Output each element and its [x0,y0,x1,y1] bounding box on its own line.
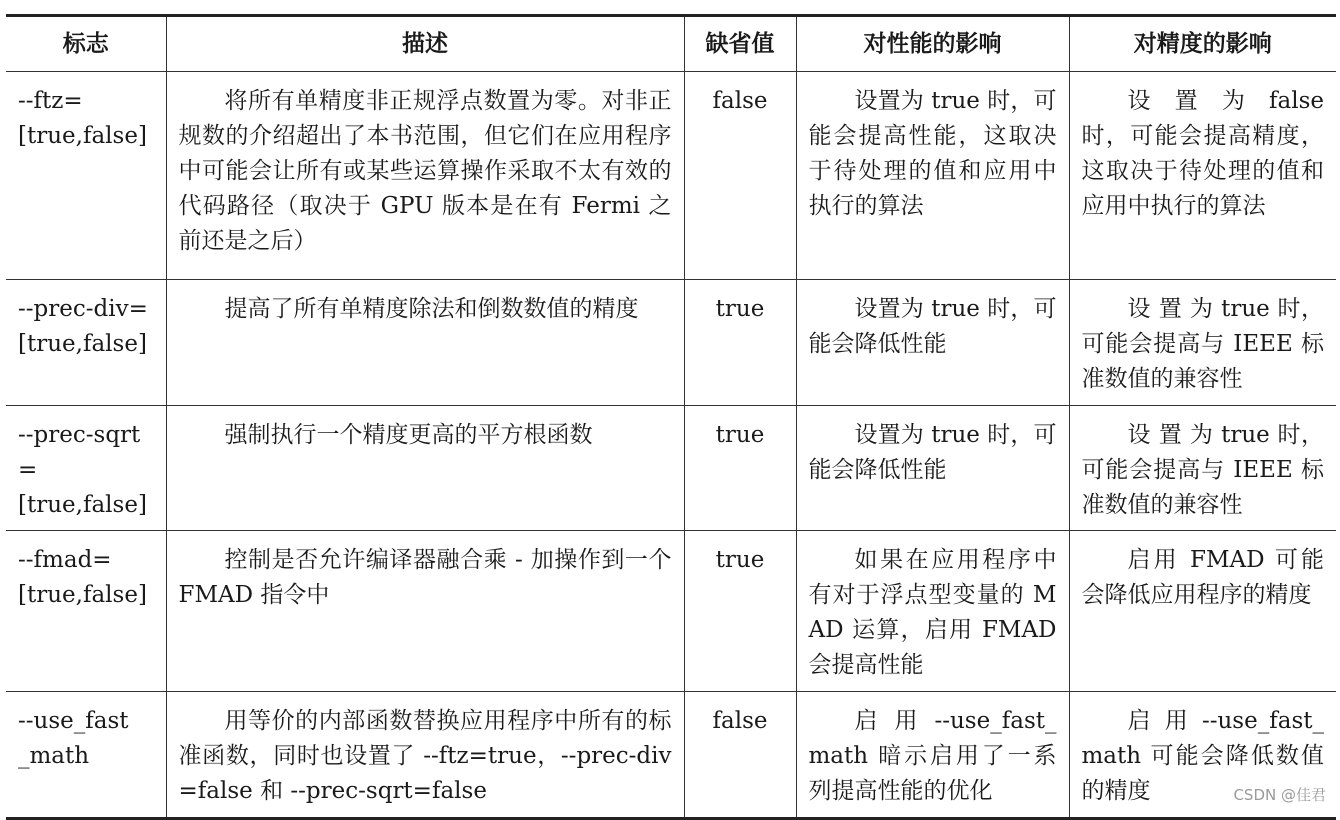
precision-text: 设 置 为 false 时，可能会提高精度，这取决于待处理的值和应用中执行的算法 [1081,88,1324,219]
table-container [6,14,1336,820]
description-text: 提高了所有单精度除法和倒数数值的精度 [224,296,639,322]
description-text: 用等价的内部函数替换应用程序中所有的标准函数，同时也设置了 --ftz=true，--prec-div=false 和 --prec-sqrt=false [178,708,672,804]
flag-cell [6,692,166,819]
table-row [6,692,1336,819]
default-cell: true [684,280,796,406]
performance-cell [796,692,1069,819]
nvcc-flags-table [6,14,1336,820]
header-performance: 对性能的影响 [796,16,1069,72]
description-text: 将所有单精度非正规浮点数置为零。对非正规数的介绍超出了本书范围，但它们在应用程序中可能会让所有或某些运算操作采取不太有效的代码路径（取决于 GPU 版本是在有 Fermi 之前还是之后） [178,88,672,254]
performance-text: 设置为 true 时，可能会降低性能 [808,296,1057,357]
performance-cell [796,531,1069,692]
header-description: 描述 [166,16,684,72]
header-row [6,16,1336,72]
default-cell: false [684,72,796,280]
performance-cell [796,72,1069,280]
default-cell: false [684,692,796,819]
table-row [6,72,1336,280]
performance-text: 启 用 --use_fast_math 暗示启用了一系列提高性能的优化 [808,708,1057,804]
default-cell: true [684,531,796,692]
flag-text: --prec-div= [true,false] [18,296,148,357]
watermark: CSDN @佳君 [1233,786,1326,804]
performance-cell [796,280,1069,406]
flag-text: --use_fast _math [18,708,129,769]
performance-text: 设置为 true 时，可能会提高性能，这取决于待处理的值和应用中执行的算法 [808,88,1057,219]
precision-cell [1069,72,1336,280]
flag-cell [6,72,166,280]
precision-cell [1069,531,1336,692]
description-cell [166,406,684,531]
header-precision: 对精度的影响 [1069,16,1336,72]
precision-cell [1069,280,1336,406]
header-flag: 标志 [6,16,166,72]
table-row [6,531,1336,692]
precision-text: 设 置 为 true 时，可能会提高与 IEEE 标准数值的兼容性 [1081,422,1324,518]
flag-text: --fmad= [true,false] [18,547,147,608]
header-default: 缺省值 [684,16,796,72]
description-cell [166,531,684,692]
table-row [6,280,1336,406]
flag-cell [6,280,166,406]
default-cell: true [684,406,796,531]
table-row [6,406,1336,531]
performance-text: 设置为 true 时，可能会降低性能 [808,422,1057,483]
description-text: 控制是否允许编译器融合乘 - 加操作到一个 FMAD 指令中 [178,547,672,608]
precision-text: 启用 FMAD 可能会降低应用程序的精度 [1081,547,1324,608]
performance-cell [796,406,1069,531]
precision-text: 启 用 --use_fast_math 可能会降低数值的精度 [1081,708,1324,804]
description-text: 强制执行一个精度更高的平方根函数 [224,422,593,448]
precision-cell [1069,406,1336,531]
flag-cell [6,531,166,692]
performance-text: 如果在应用程序中有对于浮点型变量的 MAD 运算，启用 FMAD 会提高性能 [808,547,1057,678]
flag-text: --prec-sqrt= [true,false] [18,422,147,518]
description-cell [166,72,684,280]
flag-text: --ftz= [true,false] [18,88,147,149]
description-cell [166,692,684,819]
description-cell [166,280,684,406]
precision-text: 设 置 为 true 时，可能会提高与 IEEE 标准数值的兼容性 [1081,296,1324,392]
flag-cell [6,406,166,531]
